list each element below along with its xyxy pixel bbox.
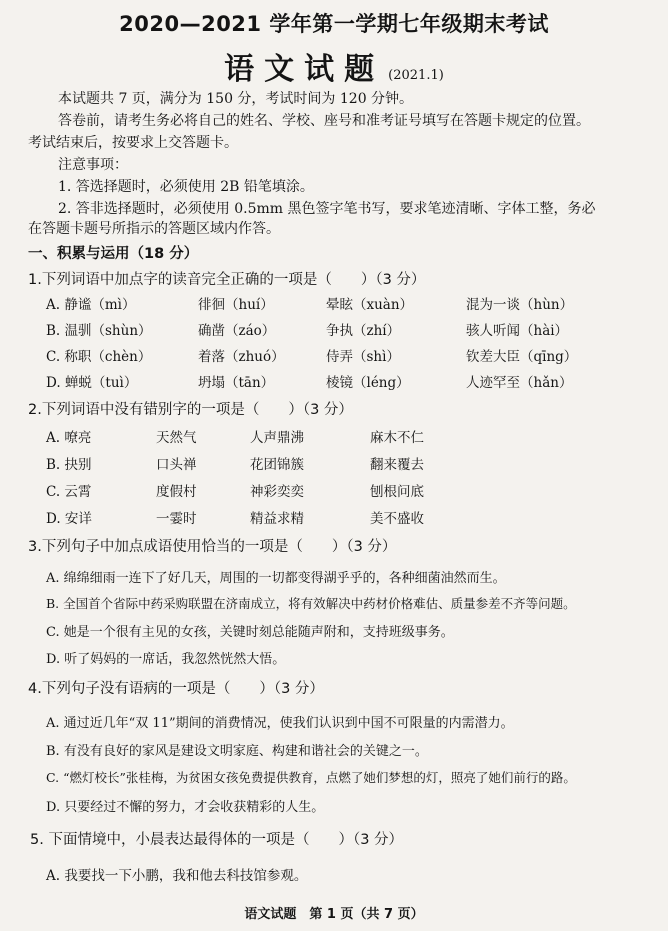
- note-2b: 在答题卡题号所指示的答题区域内作答。: [28, 221, 280, 237]
- note-1: 1. 答选择题时，必须使用 2B 铅笔填涂。: [58, 179, 314, 195]
- q2-cell: 度假村: [156, 484, 197, 500]
- q1-cell: D. 蝉蜕（tuì）: [46, 375, 138, 391]
- q5-option-a: A. 我要找一下小鹏，我和他去科技馆参观。: [46, 868, 308, 884]
- q1-cell: 晕眩（xuàn）: [326, 297, 414, 313]
- q1-cell: 争执（zhí）: [326, 323, 401, 339]
- q1-cell: 徘徊（huí）: [198, 297, 274, 313]
- section-heading: 一、积累与运用（18 分）: [28, 246, 199, 262]
- q1-cell: 侍弄（shì）: [326, 349, 400, 365]
- intro-line-2: 答卷前，请考生务必将自己的姓名、学校、座号和准考证号填写在答题卡规定的位置。: [58, 113, 590, 129]
- q2-cell: 刨根问底: [370, 484, 424, 500]
- q2-cell: 天然气: [156, 430, 197, 446]
- q2-cell: C. 云霄: [46, 484, 92, 500]
- q3-option-a: A. 绵绵细雨一连下了好几天，周围的一切都变得湖乎乎的，各种细菌油然而生。: [46, 571, 506, 586]
- q1-cell: 着落（zhuó）: [198, 349, 285, 365]
- q2-cell: 精益求精: [250, 511, 304, 527]
- q4-option-c: C. “燃灯校长”张桂梅，为贫困女孩免费提供教育，点燃了她们梦想的灯，照亮了她们前行的路。: [46, 770, 576, 785]
- q2-cell: B. 抉别: [46, 457, 92, 473]
- subject-title-date: (2021.1): [388, 68, 444, 83]
- q2-cell: 一霎时: [156, 511, 197, 527]
- q2-cell: 花团锦簇: [250, 457, 304, 473]
- question-2-stem: 2.下列词语中没有错别字的一项是（ ）（3 分）: [28, 402, 353, 418]
- subject-title-main: 语文试题: [224, 52, 385, 87]
- q1-cell: 混为一谈（hùn）: [466, 297, 574, 313]
- q1-cell: C. 称职（chèn）: [46, 349, 152, 365]
- q2-cell: 神彩奕奕: [250, 484, 304, 500]
- q3-option-b: B. 全国首个省际中药采购联盟在济南成立，将有效解决中药材价格难估、质量参差不齐等问题。: [46, 596, 576, 611]
- q4-option-a: A. 通过近几年“双 11”期间的消费情况，使我们认识到中国不可限量的内需潜力。: [46, 716, 514, 731]
- q1-cell: 棱镜（léng）: [326, 375, 410, 391]
- q1-cell: A. 静谧（mì）: [46, 297, 136, 313]
- q2-cell: D. 安详: [46, 511, 92, 527]
- note-2a: 2. 答非选择题时，必须使用 0.5mm 黑色签字笔书写，要求笔迹清晰、字体工整，务必: [58, 201, 596, 217]
- q3-option-d: D. 听了妈妈的一席话，我忽然恍然大悟。: [46, 652, 286, 667]
- q2-cell: A. 嘹亮: [46, 430, 92, 446]
- q2-cell: 美不盛收: [370, 511, 424, 527]
- q1-cell: 人迹罕至（hǎn）: [466, 375, 573, 391]
- q1-cell: 钦差大臣（qīng）: [466, 349, 578, 365]
- q1-cell: 确凿（záo）: [198, 323, 276, 339]
- q3-option-c: C. 她是一个很有主见的女孩，关键时刻总能随声附和，支持班级事务。: [46, 625, 454, 640]
- question-4-stem: 4.下列句子没有语病的一项是（ ）（3 分）: [28, 681, 324, 697]
- q1-cell: 坍塌（tān）: [198, 375, 275, 391]
- q1-cell: 骇人听闻（hài）: [466, 323, 569, 339]
- q2-cell: 口头禅: [156, 457, 197, 473]
- q2-cell: 翻来覆去: [370, 457, 424, 473]
- question-5-stem: 5. 下面情境中，小晨表达最得体的一项是（ ）（3 分）: [30, 832, 404, 848]
- exam-title-line: 2020—2021 学年第一学期七年级期末考试: [119, 12, 549, 36]
- q2-cell: 麻木不仁: [370, 430, 424, 446]
- intro-line-1: 本试题共 7 页，满分为 150 分，考试时间为 120 分钟。: [58, 91, 414, 107]
- q2-cell: 人声鼎沸: [250, 430, 304, 446]
- notes-heading: 注意事项：: [58, 157, 128, 173]
- intro-line-3: 考试结束后，按要求上交答题卡。: [28, 135, 238, 151]
- q4-option-b: B. 有没有良好的家风是建设文明家庭、构建和谐社会的关键之一。: [46, 744, 428, 759]
- question-1-stem: 1.下列词语中加点字的读音完全正确的一项是（ ）（3 分）: [28, 272, 426, 288]
- page-footer: 语文试题 第 1 页（共 7 页）: [244, 907, 424, 922]
- subject-title: [0, 44, 668, 88]
- q4-option-d: D. 只要经过不懈的努力，才会收获精彩的人生。: [46, 800, 325, 815]
- q1-cell: B. 温驯（shùn）: [46, 323, 152, 339]
- question-3-stem: 3.下列句子中加点成语使用恰当的一项是（ ）（3 分）: [28, 539, 397, 555]
